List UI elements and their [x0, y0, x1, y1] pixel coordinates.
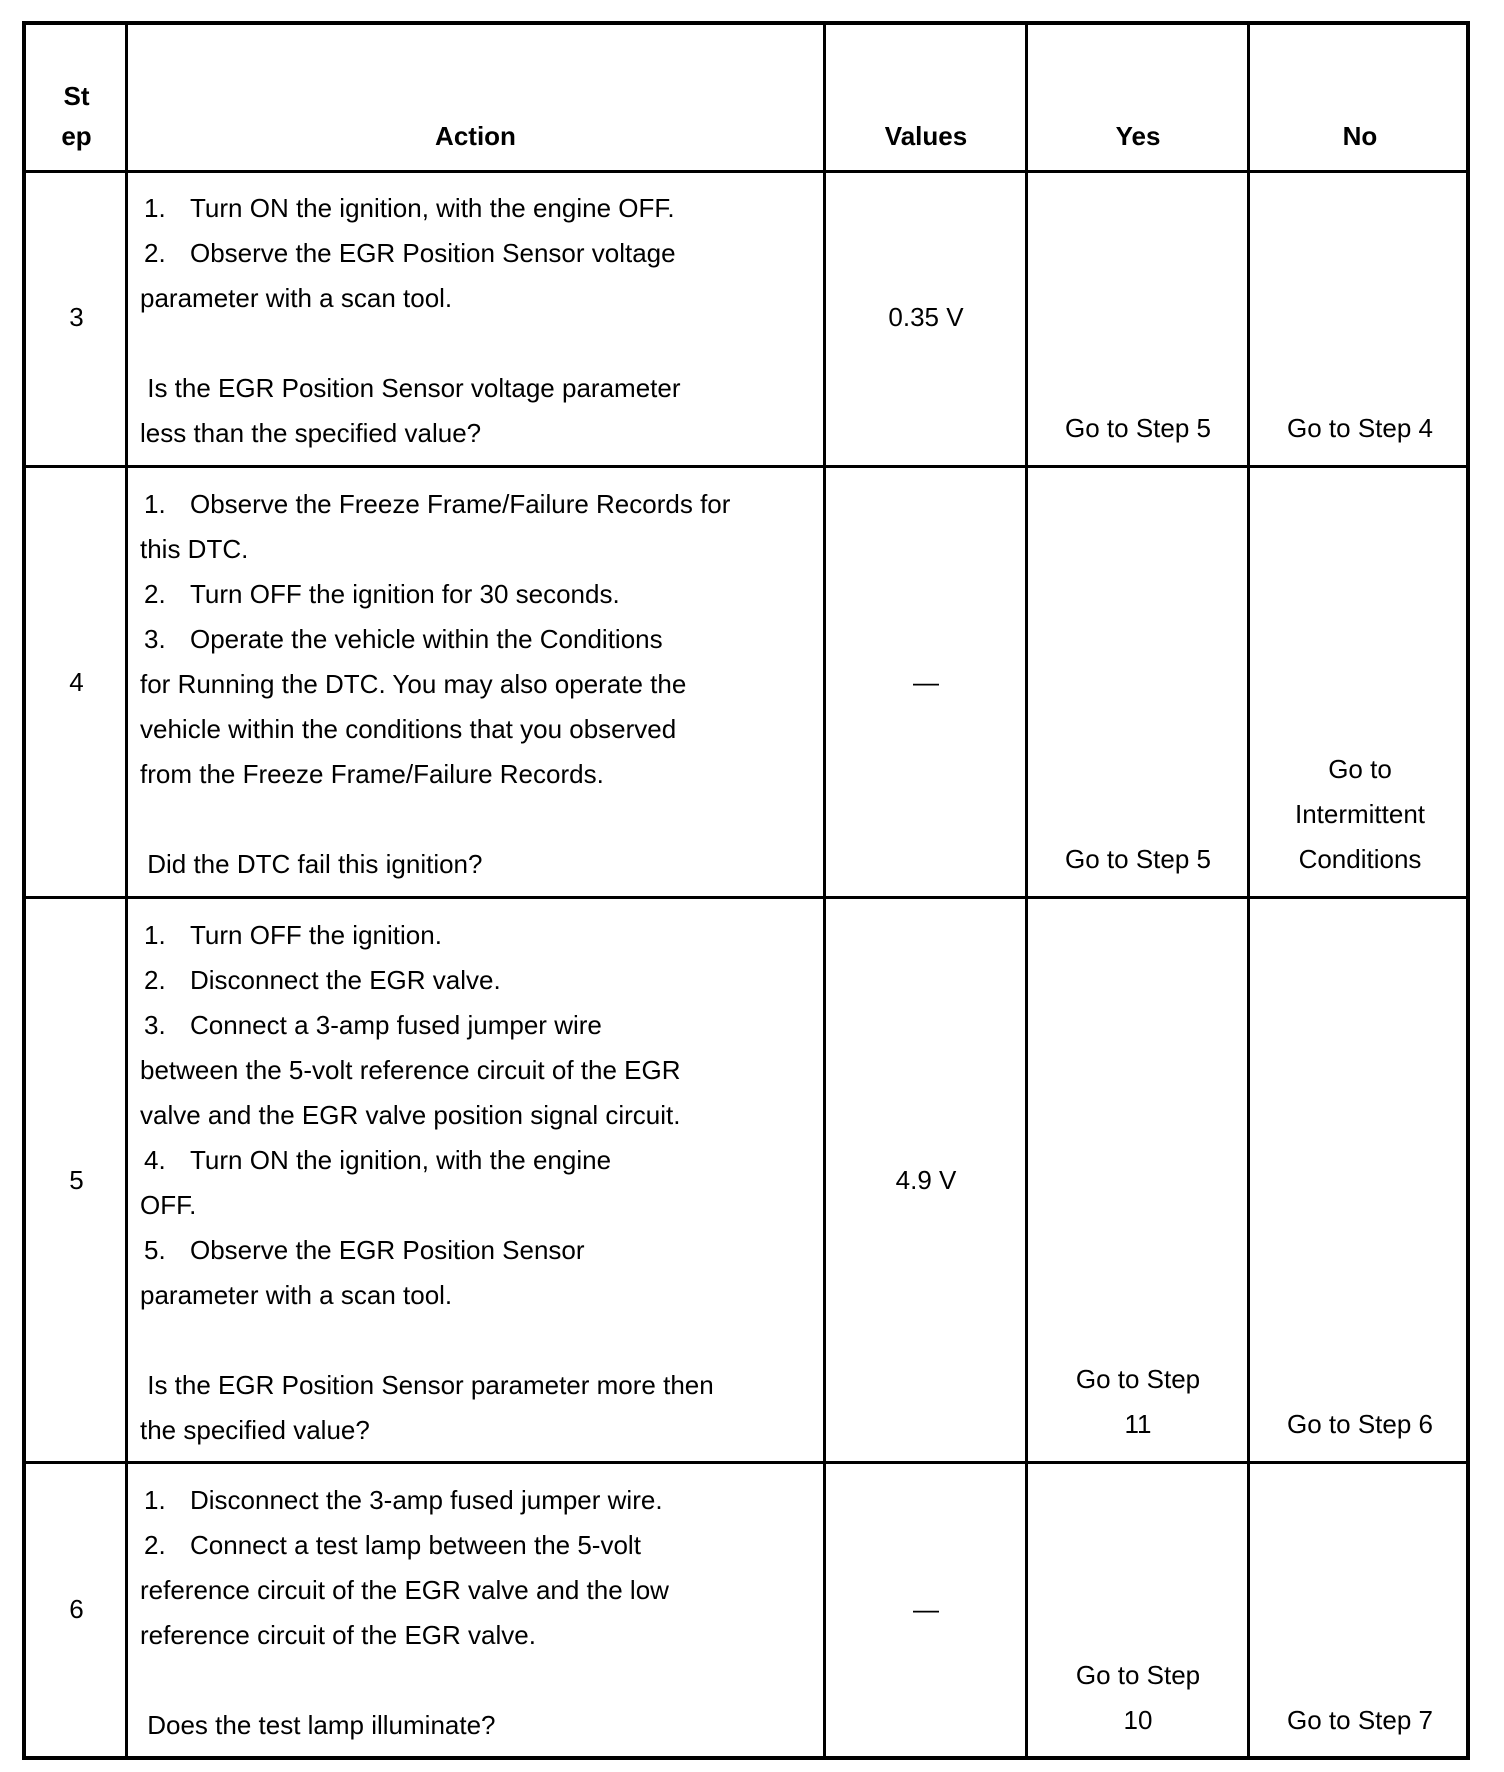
action-line-text: reference circuit of the EGR valve and the low: [140, 1575, 669, 1605]
header-step: [25, 76, 128, 156]
action-line-text: Turn ON the ignition, with the engine: [190, 1145, 612, 1175]
action-line: [140, 572, 730, 617]
action-line-text: Turn OFF the ignition.: [190, 920, 442, 950]
action-text: [140, 186, 681, 456]
action-line: [140, 321, 681, 366]
action-step-number: 3.: [144, 1010, 166, 1040]
action-line: [140, 913, 714, 958]
yes-cell: [1028, 406, 1248, 451]
action-line: [140, 1183, 714, 1228]
no-line: Go to: [1328, 754, 1392, 784]
action-line: [140, 662, 730, 707]
action-line-text: Turn ON the ignition, with the engine OFF.: [190, 193, 675, 223]
action-line: [140, 1228, 714, 1273]
yes-line: Go to Step: [1075, 1364, 1201, 1394]
action-line: [140, 276, 681, 321]
action-line-text: Does the test lamp illuminate?: [140, 1710, 496, 1740]
row-divider: [22, 1461, 1470, 1464]
action-line-text: OFF.: [140, 1190, 197, 1220]
action-line: [140, 1048, 714, 1093]
action-line: [140, 527, 730, 572]
action-line: [140, 707, 730, 752]
action-line: [140, 958, 714, 1003]
action-line-text: parameter with a scan tool.: [140, 283, 453, 313]
action-line: [140, 842, 730, 887]
yes-cell: [1028, 1653, 1248, 1743]
value-cell: —: [913, 1594, 939, 1624]
column-divider: [1247, 21, 1250, 1760]
row-divider: [22, 896, 1470, 899]
no-line: Go to Step 4: [1287, 413, 1433, 443]
action-line: [140, 1658, 669, 1703]
column-divider: [125, 21, 128, 1760]
header-step-line: St: [63, 81, 90, 111]
action-line: [140, 797, 730, 842]
row-divider: [22, 170, 1470, 173]
yes-line: 10: [1123, 1705, 1153, 1735]
step-number: 6: [69, 1594, 84, 1624]
action-line: [140, 1273, 714, 1318]
action-line: [140, 366, 681, 411]
action-line-text: the specified value?: [140, 1415, 370, 1445]
action-line-text: Did the DTC fail this ignition?: [140, 849, 483, 879]
action-line-text: from the Freeze Frame/Failure Records.: [140, 759, 604, 789]
action-line: [140, 1703, 669, 1748]
action-line-text: Connect a test lamp between the 5-volt: [190, 1530, 641, 1560]
action-line-text: Observe the EGR Position Sensor voltage: [190, 238, 676, 268]
action-step-number: 5.: [144, 1235, 166, 1265]
action-step-number: 2.: [144, 965, 166, 995]
action-line-text: parameter with a scan tool.: [140, 1280, 453, 1310]
action-line: [140, 186, 681, 231]
action-line: [140, 1478, 669, 1523]
yes-line: Go to Step 5: [1065, 413, 1211, 443]
column-divider: [823, 21, 826, 1760]
action-line: [140, 1138, 714, 1183]
action-text: [140, 482, 730, 887]
no-cell: [1250, 1698, 1470, 1743]
yes-line: 11: [1124, 1409, 1152, 1439]
action-line-text: less than the specified value?: [140, 418, 482, 448]
action-line-text: reference circuit of the EGR valve.: [140, 1620, 536, 1650]
action-step-number: 3.: [144, 624, 166, 654]
action-line: [140, 1523, 669, 1568]
action-line-text: Turn OFF the ignition for 30 seconds.: [190, 579, 620, 609]
step-number: 3: [69, 302, 84, 332]
action-line-text: vehicle within the conditions that you observed: [140, 714, 677, 744]
action-text: [140, 1478, 669, 1748]
yes-line: Go to Step: [1075, 1660, 1201, 1690]
action-line-text: Is the EGR Position Sensor voltage parameter: [140, 373, 681, 403]
no-cell: [1250, 406, 1470, 451]
action-step-number: 1.: [144, 193, 166, 223]
row-divider: [22, 465, 1470, 468]
action-text: [140, 913, 714, 1453]
action-line: [140, 411, 681, 456]
no-line: Go to Step 7: [1287, 1705, 1433, 1735]
action-line: [140, 1568, 669, 1613]
action-line-text: Disconnect the EGR valve.: [190, 965, 501, 995]
action-line: [140, 1363, 714, 1408]
header-values: Values: [884, 121, 968, 151]
yes-line: Go to Step 5: [1065, 844, 1211, 874]
header-step-line: ep: [61, 121, 92, 151]
action-line-text: between the 5-volt reference circuit of the EGR: [140, 1055, 681, 1085]
action-line: [140, 1408, 714, 1453]
value-cell: 4.9 V: [895, 1165, 957, 1195]
action-step-number: 2.: [144, 579, 166, 609]
header-no: No: [1342, 121, 1378, 151]
action-line-text: Observe the EGR Position Sensor: [190, 1235, 585, 1265]
action-line: [140, 1003, 714, 1048]
action-step-number: 4.: [144, 1145, 166, 1175]
yes-cell: [1028, 1357, 1248, 1447]
no-cell: [1250, 1402, 1470, 1447]
action-line-text: Is the EGR Position Sensor parameter more then: [140, 1370, 714, 1400]
yes-cell: [1028, 837, 1248, 882]
action-line: [140, 1318, 714, 1363]
action-line: [140, 752, 730, 797]
action-line: [140, 1093, 714, 1138]
action-step-number: 2.: [144, 238, 166, 268]
no-line: Intermittent: [1294, 799, 1426, 829]
action-line-text: this DTC.: [140, 534, 249, 564]
action-line-text: Disconnect the 3-amp fused jumper wire.: [190, 1485, 663, 1515]
action-line-text: Operate the vehicle within the Conditions: [190, 624, 663, 654]
action-line: [140, 482, 730, 527]
no-cell: [1250, 747, 1470, 882]
action-line: [140, 617, 730, 662]
action-line-text: Observe the Freeze Frame/Failure Records for: [190, 489, 731, 519]
no-line: Conditions: [1298, 844, 1422, 874]
action-line-text: Connect a 3-amp fused jumper wire: [190, 1010, 602, 1040]
action-line: [140, 1613, 669, 1658]
no-line: Go to Step 6: [1287, 1409, 1433, 1439]
value-cell: 0.35 V: [888, 302, 964, 332]
action-step-number: 1.: [144, 920, 166, 950]
value-cell: —: [913, 667, 939, 697]
action-step-number: 2.: [144, 1530, 166, 1560]
action-step-number: 1.: [144, 1485, 166, 1515]
header-yes: Yes: [1115, 121, 1161, 151]
header-action: Action: [435, 121, 516, 151]
action-step-number: 1.: [144, 489, 166, 519]
action-line-text: for Running the DTC. You may also operate the: [140, 669, 687, 699]
action-line-text: valve and the EGR valve position signal circuit.: [140, 1100, 681, 1130]
step-number: 4: [69, 667, 84, 697]
column-divider: [1025, 21, 1028, 1760]
step-number: 5: [69, 1165, 84, 1195]
action-line: [140, 231, 681, 276]
